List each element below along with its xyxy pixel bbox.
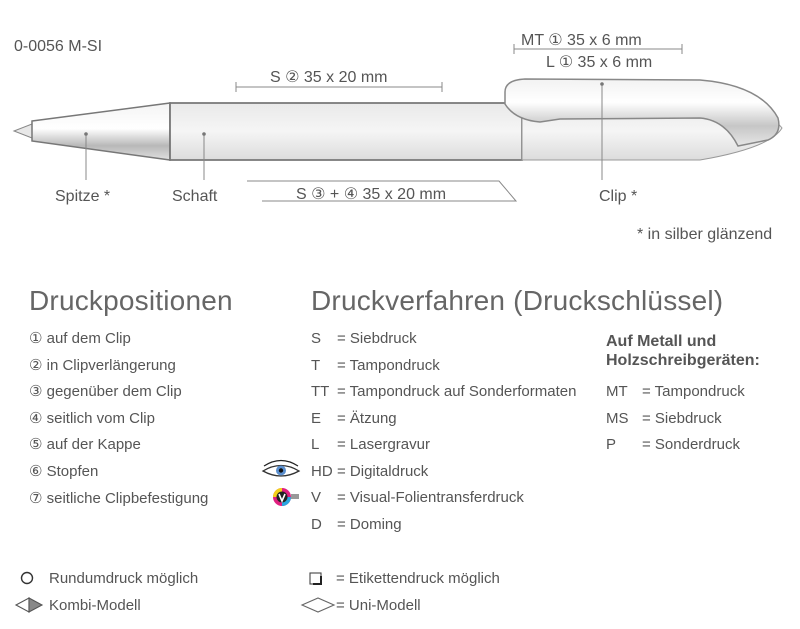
procedure-code: T bbox=[311, 357, 321, 374]
procedure-label: = Siebdruck bbox=[337, 330, 417, 347]
pen-tip-point bbox=[14, 124, 32, 138]
uni-model-icon bbox=[302, 598, 334, 612]
procedure-row bbox=[311, 410, 397, 427]
procedure-row bbox=[311, 489, 524, 506]
procedure-label: = Ätzung bbox=[337, 410, 397, 427]
pen-shaft bbox=[170, 103, 522, 160]
visual-logo-icon bbox=[273, 488, 299, 506]
position-item: ③ gegenüber dem Clip bbox=[29, 383, 182, 401]
procedure-label: = Tampondruck bbox=[337, 357, 440, 374]
silver-footnote: * in silber glänzend bbox=[637, 226, 773, 243]
combi-model-icon bbox=[16, 598, 42, 612]
procedure-row bbox=[311, 330, 417, 347]
procedure-row bbox=[311, 357, 440, 374]
procedure-label: = Digitaldruck bbox=[337, 463, 429, 480]
position-item: ⑤ auf der Kappe bbox=[29, 436, 141, 454]
procedure-row bbox=[311, 463, 428, 480]
procedure-code: V bbox=[311, 489, 322, 506]
procedure-label: = Visual-Folientransferdruck bbox=[337, 489, 524, 506]
procedures-title: Druckverfahren (Druckschlüssel) bbox=[311, 285, 724, 316]
procedure-code: S bbox=[311, 330, 322, 347]
position-item: ④ seitlich vom Clip bbox=[29, 409, 155, 427]
procedure-label: = Lasergravur bbox=[337, 436, 430, 453]
position-item: ② in Clipverlängerung bbox=[29, 356, 176, 374]
shaft-dimension-top: S ② 35 x 20 mm bbox=[270, 69, 388, 86]
procedure-code: TT bbox=[311, 383, 330, 400]
procedure-row bbox=[311, 383, 576, 400]
label-print-icon bbox=[310, 573, 321, 584]
position-item: ⑥ Stopfen bbox=[29, 462, 99, 480]
clip-dimension-l: L ① 35 x 6 mm bbox=[546, 54, 653, 71]
metal-row bbox=[606, 436, 740, 453]
shaft-label: Schaft bbox=[172, 188, 218, 205]
procedure-code: L bbox=[311, 436, 320, 453]
legend-uni-model: = Uni-Modell bbox=[336, 597, 421, 614]
legend-label-print: = Etikettendruck möglich bbox=[336, 570, 500, 587]
round-print-icon bbox=[22, 573, 33, 584]
metal-code: MT bbox=[606, 383, 628, 400]
legend-combi-model: Kombi-Modell bbox=[49, 597, 141, 614]
positions-title: Druckpositionen bbox=[29, 285, 233, 316]
metal-title: Auf Metall und Holzschreibgeräten: bbox=[606, 333, 760, 369]
eye-icon bbox=[263, 461, 299, 477]
position-item: ① auf dem Clip bbox=[29, 330, 131, 347]
procedure-label: = Tampondruck auf Sonderformaten bbox=[337, 383, 577, 400]
tip-label: Spitze * bbox=[55, 188, 111, 205]
positions-list bbox=[29, 328, 208, 514]
metal-code: MS bbox=[606, 410, 629, 427]
procedure-label: = Doming bbox=[337, 516, 402, 533]
metal-label: = Tampondruck bbox=[642, 383, 745, 400]
metal-label: = Siebdruck bbox=[642, 410, 722, 427]
legend-round-print: Rundumdruck möglich bbox=[49, 570, 199, 587]
procedure-code: D bbox=[311, 516, 322, 533]
metal-label: = Sonderdruck bbox=[642, 436, 740, 453]
product-code: 0-0056 M-SI bbox=[14, 38, 103, 55]
clip-dimension-mt: MT ① 35 x 6 mm bbox=[521, 32, 642, 49]
pen-tip bbox=[32, 103, 170, 160]
procedure-row bbox=[311, 436, 430, 453]
procedure-code: E bbox=[311, 410, 322, 427]
metal-row bbox=[606, 410, 722, 427]
metal-row bbox=[606, 383, 745, 400]
procedure-row bbox=[311, 516, 402, 533]
clip-label: Clip * bbox=[599, 188, 638, 205]
shaft-dimension-bottom: S ③ + ④ 35 x 20 mm bbox=[296, 186, 447, 203]
metal-code: P bbox=[606, 436, 617, 453]
procedure-code: HD bbox=[311, 463, 333, 480]
position-item: ⑦ seitliche Clipbefestigung bbox=[29, 489, 209, 507]
